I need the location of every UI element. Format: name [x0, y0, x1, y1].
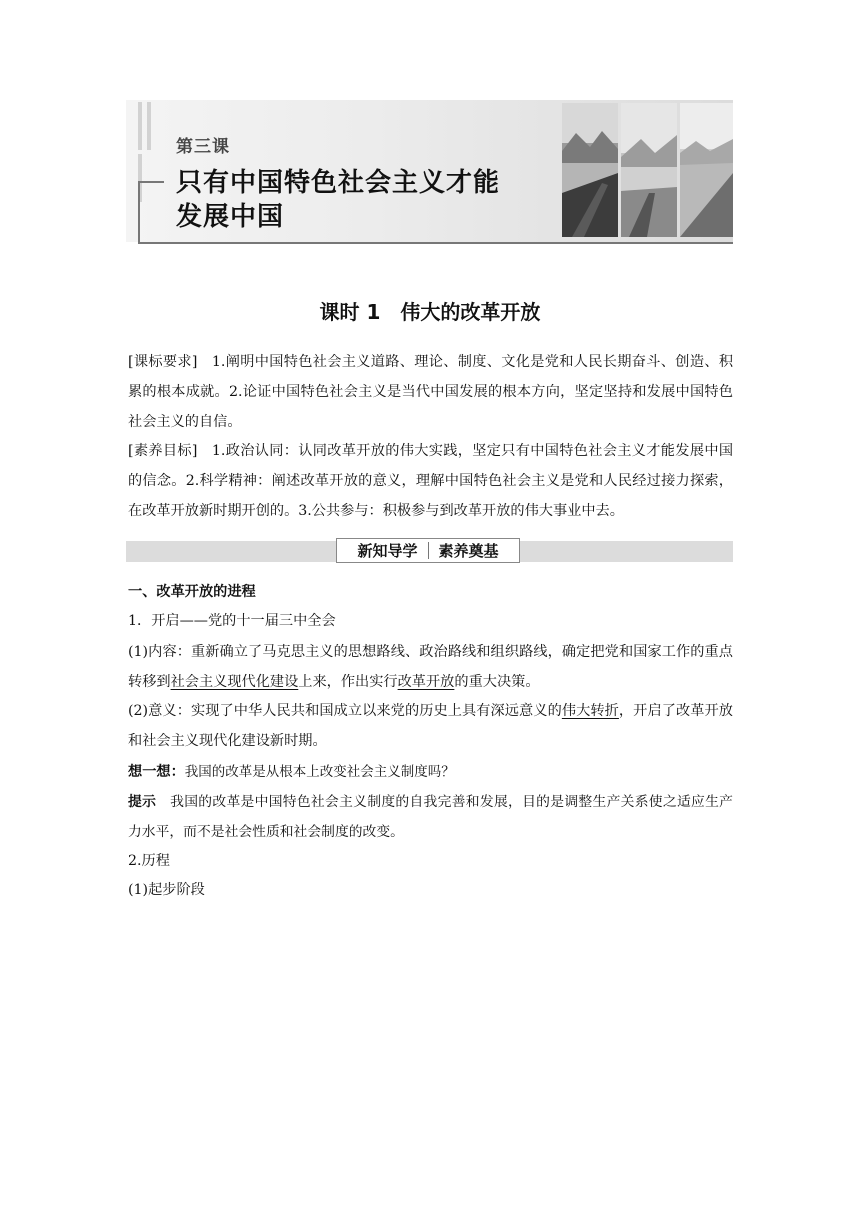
- requirements-text: 1.阐明中国特色社会主义道路、理论、制度、文化是党和人民长期奋斗、创造、积累的根本成就。2.论证中国特色社会主义是当代中国发展的根本方向，坚定坚持和发展中国特色社会主义的自信。: [128, 354, 734, 430]
- p1-suffix: 的重大决策。: [454, 674, 540, 690]
- p1-mid: 上来，作出实行: [298, 674, 398, 690]
- banner-stripes-decoration: [138, 102, 164, 150]
- section-label-right: 素养奠基: [438, 542, 499, 560]
- heading-reform-process: 一、改革开放的进程: [128, 584, 256, 600]
- chapter-title: [176, 166, 536, 234]
- p2-suffix: ，开启了改革开放和社会主义现代化建设新时期。: [128, 703, 733, 749]
- paragraph-content: [128, 637, 733, 697]
- section-label-box: [336, 538, 520, 563]
- literacy-goals: [128, 436, 733, 526]
- banner-bracket-horizontal: [138, 181, 164, 183]
- landscape-photo-1: [562, 103, 618, 237]
- banner-bracket-vertical: [138, 181, 140, 243]
- hint-label: 提示: [128, 794, 157, 810]
- landscape-photo-2: [621, 103, 677, 237]
- item-start: 1．开启——党的十一届三中全会: [128, 613, 336, 629]
- section-label-left: 新知导学: [357, 542, 418, 560]
- paragraph-significance: [128, 696, 733, 756]
- think-text: 我国的改革是从根本上改变社会主义制度吗？: [184, 764, 455, 780]
- item-starting-stage: (1)起步阶段: [128, 882, 205, 898]
- p1-underline-reform: 改革开放: [397, 674, 455, 690]
- p1-underline-modernization: 社会主义现代化建设: [170, 674, 299, 690]
- think-label: 想一想：: [128, 764, 185, 780]
- p1-prefix: (1)内容：重新确立了马克思主义的思想路线、政治路线和组织路线，确定把党和国家工作的重点转移到: [128, 644, 733, 690]
- p2-prefix: (2)意义：实现了中华人民共和国成立以来党的历史上具有深远意义的: [128, 703, 562, 719]
- landscape-photo-3: [680, 103, 733, 237]
- section-label-divider: [428, 542, 429, 559]
- goals-tag: [素养目标]: [128, 443, 198, 459]
- item-history: 2.历程: [128, 853, 170, 869]
- banner-bottom-line: [138, 242, 733, 244]
- think-question: [128, 757, 733, 787]
- hint-text: 我国的改革是中国特色社会主义制度的自我完善和发展，目的是调整生产关系使之适应生产力水平，而不是社会性质和社会制度的改变。: [128, 794, 733, 840]
- hint-answer: [128, 787, 733, 847]
- chapter-title-line1: 只有中国特色社会主义才能: [176, 168, 501, 198]
- requirements-tag: [课标要求]: [128, 354, 198, 370]
- p2-underline-turning-point: 伟大转折: [561, 703, 619, 719]
- curriculum-requirements: [128, 347, 733, 437]
- banner-photo-strip: [562, 103, 733, 237]
- chapter-title-line2: 发展中国: [176, 202, 285, 232]
- goals-text: 1.政治认同：认同改革开放的伟大实践，坚定只有中国特色社会主义才能发展中国的信念。2.科学精神：阐述改革开放的意义，理解中国特色社会主义是党和人民经过接力探索，在改革开放新时期开创的。3.公共参与：积极参与到改革开放的伟大事业中去。: [128, 443, 734, 519]
- lesson-title: 课时 1 伟大的改革开放: [319, 300, 541, 324]
- lesson-number: 第三课: [176, 137, 230, 157]
